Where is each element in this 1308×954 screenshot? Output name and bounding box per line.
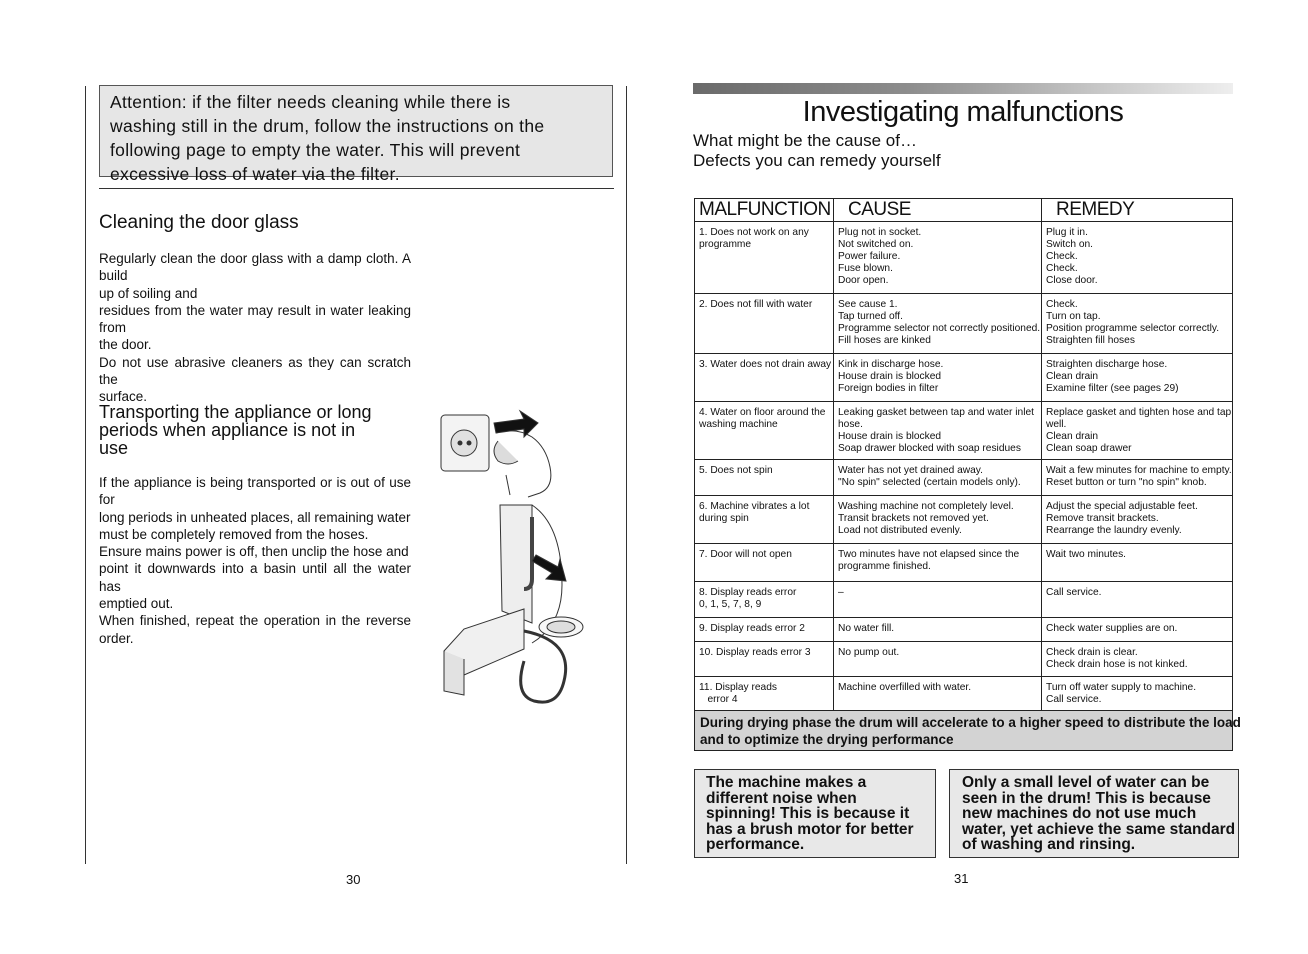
cell-line: 4. Water on floor around the <box>699 407 826 418</box>
page-title: Investigating malfunctions <box>802 96 1124 128</box>
cell-line: Machine overfilled with water. <box>838 682 972 693</box>
cell-line: programme <box>699 239 752 250</box>
page-number-left: 30 <box>346 872 361 887</box>
cell-remedy <box>1042 544 1233 582</box>
gutter-line <box>626 86 627 864</box>
heading-line: periods when appliance is not in <box>99 420 356 440</box>
note-line: Only a small level of water can be <box>962 774 1210 791</box>
cell-remedy <box>1042 402 1233 460</box>
cell-line: Two minutes have not elapsed since the <box>838 549 1020 560</box>
cell-cause <box>834 582 1042 618</box>
cell-line: Position programme selector correctly. <box>1046 323 1220 334</box>
cell-line: 8. Display reads error <box>699 587 797 598</box>
note-water-level <box>949 769 1239 858</box>
subtitle <box>693 131 941 171</box>
heading-line: Transporting the appliance or long <box>99 402 372 422</box>
table-row <box>695 618 1233 642</box>
door-glass-heading: Cleaning the door glass <box>99 212 299 233</box>
cell-line: Plug not in socket. <box>838 227 922 238</box>
cell-line: Tap turned off. <box>838 311 903 322</box>
cell-malfunction <box>695 618 834 642</box>
table-row <box>695 496 1233 544</box>
table-row <box>695 544 1233 582</box>
text-line: Regularly clean the door glass with a damp cloth. A build <box>99 251 411 284</box>
cell-line: – <box>838 587 844 598</box>
table-row <box>695 582 1233 618</box>
cell-malfunction <box>695 402 834 460</box>
cell-remedy <box>1042 294 1233 354</box>
cell-line: 10. Display reads error 3 <box>699 647 811 658</box>
cell-line: during spin <box>699 513 749 524</box>
title-gradient-bar <box>693 83 1233 94</box>
note-line: of washing and rinsing. <box>962 836 1136 854</box>
cell-line: Not switched on. <box>838 239 914 250</box>
table-row <box>695 402 1233 460</box>
cell-line: Fuse blown. <box>838 263 893 274</box>
header-malfunction: MALFUNCTION <box>695 199 834 222</box>
door-glass-text <box>99 250 411 406</box>
cell-line: Power failure. <box>838 251 901 262</box>
cell-remedy <box>1042 222 1233 294</box>
left-margin-line <box>85 86 86 864</box>
attention-line: excessive loss of water via the filter. <box>110 164 400 184</box>
malfunction-table <box>694 198 1241 751</box>
cell-line: Clean drain <box>1046 371 1099 382</box>
text-line: must be completely removed from the hoses. <box>99 526 369 542</box>
cell-cause <box>834 294 1042 354</box>
cell-line: Remove transit brackets. <box>1046 513 1159 524</box>
cell-malfunction <box>695 544 834 582</box>
table-footnote-row <box>695 711 1233 751</box>
cell-line: Close door. <box>1046 275 1098 286</box>
text-line: long periods in unheated places, all remaining water <box>99 509 411 525</box>
cell-remedy <box>1042 496 1233 544</box>
cell-line: Reset button or turn "no spin" knob. <box>1046 477 1207 488</box>
cell-line: 9. Display reads error 2 <box>699 623 805 634</box>
cell-line: 2. Does not fill with water <box>699 299 813 310</box>
header-remedy: REMEDY <box>1042 199 1233 222</box>
cell-malfunction <box>695 496 834 544</box>
cell-line: 5. Does not spin <box>699 465 773 476</box>
cell-line: washing machine <box>699 419 778 430</box>
cell-line: 1. Does not work on any <box>699 227 809 238</box>
footnote-line: and to optimize the drying performance <box>700 732 954 747</box>
cell-cause <box>834 354 1042 402</box>
cell-remedy <box>1042 582 1233 618</box>
cell-line: See cause 1. <box>838 299 898 310</box>
cell-remedy <box>1042 618 1233 642</box>
cell-line: Check. <box>1046 263 1078 274</box>
cell-cause <box>834 677 1042 711</box>
cell-remedy <box>1042 354 1233 402</box>
text-line: When finished, repeat the operation in the reverse order. <box>99 613 411 646</box>
text-line: Do not use abrasive cleaners as they can scratch the <box>99 354 411 388</box>
note-line: has a brush motor for better <box>706 820 914 838</box>
cell-line: 0, 1, 5, 7, 8, 9 <box>699 599 762 610</box>
text-line: point it downwards into a basin until all the water has <box>99 561 411 594</box>
table-row <box>695 354 1233 402</box>
cell-malfunction <box>695 642 834 677</box>
table-header-row <box>695 199 1233 222</box>
attention-line: washing still in the drum, follow the instructions on the <box>110 116 545 136</box>
cell-cause <box>834 642 1042 677</box>
text-line: up of soiling and <box>99 285 198 301</box>
header-cause: CAUSE <box>834 199 1042 222</box>
table-row <box>695 677 1233 711</box>
cell-line: Water has not yet drained away. <box>838 465 983 476</box>
cell-line: Examine filter (see pages 29) <box>1046 383 1179 394</box>
cell-line: Kink in discharge hose. <box>838 359 944 370</box>
attention-line: Attention: if the filter needs cleaning while there is <box>110 92 511 112</box>
cell-cause <box>834 460 1042 496</box>
hose-drain-illustration <box>436 405 586 715</box>
text-line: the door. <box>99 337 152 353</box>
cell-malfunction <box>695 582 834 618</box>
note-line: spinning! This is because it <box>706 805 910 823</box>
cell-line: Rearrange the laundry evenly. <box>1046 525 1182 536</box>
transport-heading <box>99 403 411 457</box>
cell-line: House drain is blocked <box>838 431 942 442</box>
cell-line: Switch on. <box>1046 239 1093 250</box>
cell-line: Plug it in. <box>1046 227 1088 238</box>
cell-line: Load not distributed evenly. <box>838 525 962 536</box>
transport-text <box>99 474 411 647</box>
subtitle-line: What might be the cause of… <box>693 131 917 150</box>
text-line: Ensure mains power is off, then unclip the hose and <box>99 544 409 560</box>
table-row <box>695 294 1233 354</box>
note-line: performance. <box>706 836 805 854</box>
cell-malfunction <box>695 677 834 711</box>
cell-line: 6. Machine vibrates a lot <box>699 501 810 512</box>
table-row <box>695 222 1233 294</box>
cell-line: Turn off water supply to machine. <box>1046 682 1197 693</box>
cell-line: Clean soap drawer <box>1046 443 1132 454</box>
cell-line: Transit brackets not removed yet. <box>838 513 989 524</box>
note-line: new machines do not use much <box>962 805 1197 823</box>
cell-line: Check drain hose is not kinked. <box>1046 659 1188 670</box>
note-line: seen in the drum! This is because <box>962 789 1211 807</box>
note-line: The machine makes a <box>706 774 867 791</box>
cell-line: Call service. <box>1046 587 1102 598</box>
cell-malfunction <box>695 294 834 354</box>
cell-line: Check water supplies are on. <box>1046 623 1178 634</box>
cell-line: Replace gasket and tighten hose and tap <box>1046 407 1232 418</box>
cell-remedy <box>1042 677 1233 711</box>
cell-line: hose. <box>838 419 863 430</box>
cell-line: No pump out. <box>838 647 900 658</box>
cell-line: House drain is blocked <box>838 371 942 382</box>
cell-line: Fill hoses are kinked <box>838 335 931 346</box>
cell-line: error 4 <box>699 694 738 705</box>
heading-line: use <box>99 438 129 458</box>
cell-line: Wait a few minutes for machine to empty. <box>1046 465 1232 476</box>
cell-line: Leaking gasket between tap and water inlet <box>838 407 1034 418</box>
drying-phase-note <box>695 711 1241 751</box>
cell-line: Check. <box>1046 299 1078 310</box>
attention-line: following page to empty the water. This will prevent <box>110 140 521 160</box>
cell-cause <box>834 402 1042 460</box>
subtitle-line: Defects you can remedy yourself <box>693 151 941 170</box>
text-line: surface. <box>99 389 148 405</box>
note-line: different noise when <box>706 789 857 807</box>
cell-line: Programme selector not correctly positioned. <box>838 323 1041 334</box>
cell-malfunction <box>695 460 834 496</box>
cell-line: Adjust the special adjustable feet. <box>1046 501 1198 512</box>
text-line: residues from the water may result in water leaking from <box>99 302 411 336</box>
cell-line: Foreign bodies in filter <box>838 383 939 394</box>
cell-remedy <box>1042 642 1233 677</box>
cell-cause <box>834 544 1042 582</box>
cell-cause <box>834 222 1042 294</box>
table-row <box>695 642 1233 677</box>
footnote-line: During drying phase the drum will accelerate to a higher speed to distribute the load <box>700 715 1241 730</box>
cell-malfunction <box>695 354 834 402</box>
cell-line: well. <box>1046 419 1067 430</box>
cell-line: 11. Display reads <box>699 682 777 693</box>
cell-line: Straighten fill hoses <box>1046 335 1135 346</box>
cell-line: programme finished. <box>838 561 931 572</box>
cell-remedy <box>1042 460 1233 496</box>
cell-line: Check. <box>1046 251 1078 262</box>
note-line: water, yet achieve the same standard <box>962 820 1236 838</box>
cell-cause <box>834 618 1042 642</box>
cell-line: Check drain is clear. <box>1046 647 1138 658</box>
cell-line: Door open. <box>838 275 889 286</box>
text-line: emptied out. <box>99 596 174 612</box>
cell-line: Turn on tap. <box>1046 311 1101 322</box>
text-line: If the appliance is being transported or is out of use for <box>99 475 411 508</box>
cell-line: Clean drain <box>1046 431 1099 442</box>
page-number-right: 31 <box>954 871 969 886</box>
cell-line: Soap drawer blocked with soap residues <box>838 443 1021 454</box>
cell-malfunction <box>695 222 834 294</box>
cell-line: No water fill. <box>838 623 895 634</box>
cell-line: Call service. <box>1046 694 1102 705</box>
attention-box <box>99 85 613 184</box>
cell-line: Wait two minutes. <box>1046 549 1127 560</box>
table-row <box>695 460 1233 496</box>
cell-line: 3. Water does not drain away <box>699 359 832 370</box>
attention-underline <box>99 188 614 189</box>
note-brush-motor <box>694 769 936 858</box>
cell-cause <box>834 496 1042 544</box>
cell-line: "No spin" selected (certain models only). <box>838 477 1021 488</box>
cell-line: 7. Door will not open <box>699 549 792 560</box>
cell-line: Straighten discharge hose. <box>1046 359 1168 370</box>
cell-line: Washing machine not completely level. <box>838 501 1014 512</box>
